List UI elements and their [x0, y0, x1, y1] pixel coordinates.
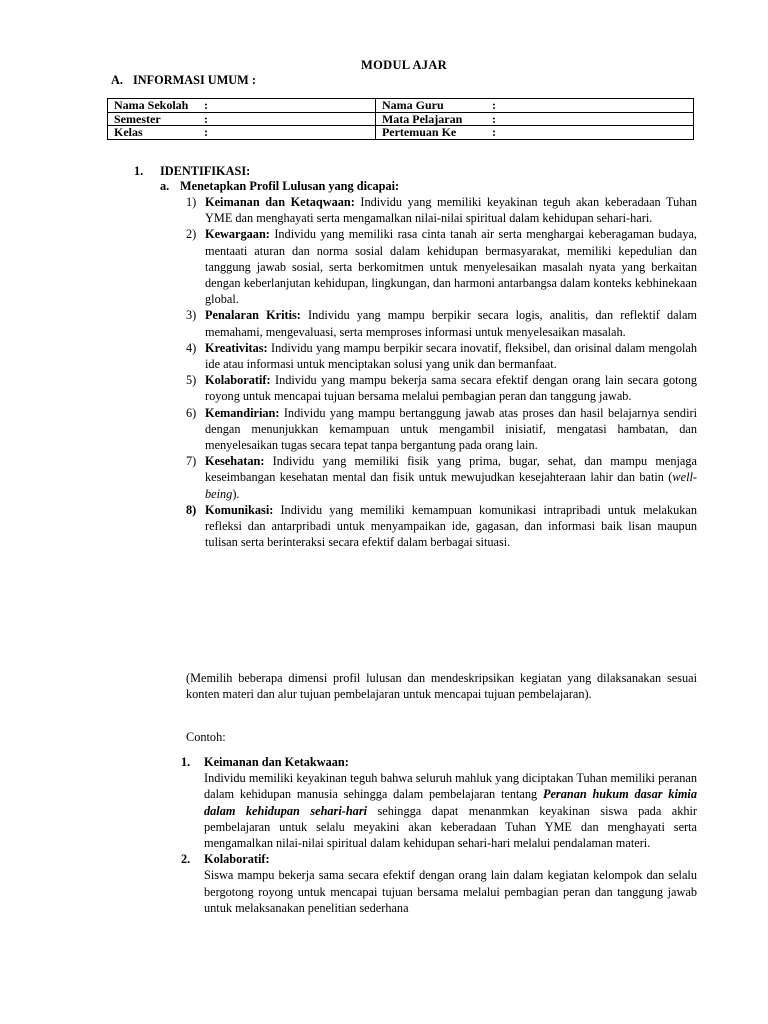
contoh-label: Contoh: [186, 730, 226, 744]
list-item [186, 405, 697, 454]
example-number: 2. [181, 852, 191, 867]
profil-subheading [160, 178, 399, 194]
item-desc-italic: well-being [205, 470, 697, 501]
item-number: 1) [186, 195, 197, 209]
item-desc: Individu yang memiliki rasa cinta tanah air serta menghargai keberagaman budaya, mentaati aturan dan norma sosial dalam kehidupan bermasyarakat, memiliki kepedulian dan tanggung jawab sosial, serta berkomitmen untuk menyelesaikan masalah nyata yang berkaitan dengan keberlanjutan kehidupan, lingkungan, dan harmoni antarbangsa dalam konteks kebhinekaan global. [205, 227, 697, 307]
field-colon: : [204, 125, 208, 139]
identifikasi-heading [134, 163, 250, 179]
info-table [107, 98, 694, 140]
subheading-label: a. [160, 179, 170, 193]
list-item [186, 226, 697, 307]
list-item [186, 453, 697, 502]
list-item [186, 194, 697, 226]
list-item [181, 851, 697, 916]
item-number: 7) [186, 454, 197, 469]
field-colon: : [204, 111, 208, 126]
list-item [181, 754, 697, 851]
item-number: 4) [186, 340, 197, 355]
info-cell-left [108, 126, 376, 140]
field-label-kelas: Kelas [114, 125, 143, 139]
subheading-text: Menetapkan Profil Lulusan yang dicapai: [180, 179, 400, 193]
item-number: 6) [186, 405, 197, 420]
item-number: 2) [186, 227, 197, 242]
profile-list [186, 194, 697, 550]
field-label-pertemuan-ke: Pertemuan Ke [381, 125, 457, 139]
info-cell-left [108, 99, 376, 113]
item-desc: Individu yang memiliki kemampuan komunikasi intrapribadi untuk melakukan refleksi dan antarpribadi untuk menyampaikan ide, gagasan, dan informasi baik lisan maupun tulisan serta berinteraksi secara efektif dalam berbagai situasi. [205, 502, 697, 550]
item-desc: Individu yang mampu berpikir secara logis, analitis, dan reflektif dalam memahami, mengevaluasi, serta memproses informasi untuk menyelesaikan masalah. [205, 308, 697, 339]
item-desc: Individu yang mampu berpikir secara inovatif, fleksibel, dan orisinal dalam mengolah ide atau informasi untuk menciptakan solusi yang unik dan bermanfaat. [205, 340, 697, 372]
item-number: 3) [186, 308, 197, 323]
example-list [181, 754, 697, 916]
field-colon: : [491, 98, 496, 112]
list-item [186, 340, 697, 372]
example-term: Keimanan dan Ketakwaan: [204, 755, 349, 769]
item-term: Keimanan dan Ketaqwaan: [205, 195, 355, 209]
field-colon: : [204, 98, 208, 112]
heading-number: 1. [134, 164, 144, 178]
field-label-mata-pelajaran: Mata Pelajaran [381, 111, 463, 126]
example-number: 1. [181, 755, 191, 769]
item-desc: Individu yang memiliki fisik yang prima, bugar, sehat, dan mampu menjaga keseimbangan kesehatan mental dan fisik untuk mewujudkan kesejahteraan lahir dan batin ( [205, 454, 697, 485]
item-desc: Individu yang mampu bertanggung jawab atas proses dan hasil belajarnya sendiri dengan menunjukkan kemampuan untuk mengambil inisiatif, mengatasi hambatan, dan menyelesaikan tugas secara tepat tanpa bergantung pada orang lain. [205, 405, 697, 453]
info-cell-right [375, 126, 693, 140]
info-cell-left [108, 112, 376, 126]
item-term: Kewargaan: [205, 227, 270, 242]
profile-note: (Memilih beberapa dimensi profil lulusan dan mendeskripsikan kegiatan yang dilaksanakan sesuai konten materi dan alur tujuan pembelajaran untuk mencapai tujuan pembelajaran). [186, 671, 697, 702]
table-row [108, 126, 694, 140]
example-desc-text: Individu memiliki keyakinan teguh bahwa seluruh mahluk yang diciptakan Tuhan memiliki peranan dalam kehidupan manusia sehingga dalam pembelajaran tentang [204, 771, 697, 802]
item-number: 5) [186, 373, 197, 388]
info-cell-right [375, 99, 693, 113]
item-number: 8) [186, 502, 197, 517]
field-colon: : [491, 111, 496, 126]
example-desc [204, 770, 697, 851]
item-term: Kolaboratif: [205, 373, 271, 388]
table-row [108, 112, 694, 126]
list-item [186, 372, 697, 404]
example-term: Kolaboratif: [204, 852, 270, 867]
item-term: Kemandirian: [205, 405, 280, 420]
example-desc [204, 867, 697, 916]
example-desc-emphasis: Peranan hukum dasar kimia dalam kehidupan sehari-hari [204, 787, 697, 818]
list-item [186, 502, 697, 551]
item-term: Kesehatan: [205, 454, 265, 469]
item-term: Penalaran Kritis: [205, 308, 301, 323]
item-desc: Individu yang memiliki keyakinan teguh akan keberadaan Tuhan YME dan menghayati serta mengamalkan nilai-nilai spiritual dalam kehidupan sehari-hari. [205, 195, 697, 226]
example-desc-text: Siswa mampu bekerja sama secara efektif dengan orang lain dalam kegiatan kelompok dan selalu bergotong royong untuk mencapai tujuan bersama melalui pembagian peran dan tanggung jawab untuk melaksanakan penelitian sederhana [204, 868, 697, 915]
field-label-nama-guru: Nama Guru [381, 98, 444, 112]
example-desc-text-end: sehingga dapat menanmkan keyakinan siswa pada akhir pembelajaran untuk selalu meyakini akan keberadaan Tuhan YME dan menghayati serta mengamalkan nilai-nilai spiritual dalam kehidupan sehari-hari melalui pendalaman materi. [204, 803, 698, 851]
section-a-title: INFORMASI UMUM : [133, 73, 256, 87]
document-title: MODUL AJAR [361, 58, 447, 72]
item-term: Komunikasi: [205, 502, 274, 517]
field-label-semester: Semester [114, 111, 161, 126]
table-row [108, 99, 694, 113]
item-desc-end: ). [232, 486, 240, 501]
section-a-label: A. [111, 73, 123, 87]
item-term: Kreativitas: [205, 340, 268, 355]
list-item [186, 307, 697, 339]
item-desc: Individu yang mampu bekerja sama secara efektif dengan orang lain secara gotong royong untuk mencapai tujuan bersama melalui pembagian peran dan tanggung jawab. [205, 373, 697, 404]
field-colon: : [491, 125, 496, 139]
info-cell-right [375, 112, 693, 126]
field-label-nama-sekolah: Nama Sekolah [114, 98, 189, 112]
heading-text: IDENTIFIKASI: [160, 164, 251, 178]
section-a-heading [111, 72, 256, 88]
